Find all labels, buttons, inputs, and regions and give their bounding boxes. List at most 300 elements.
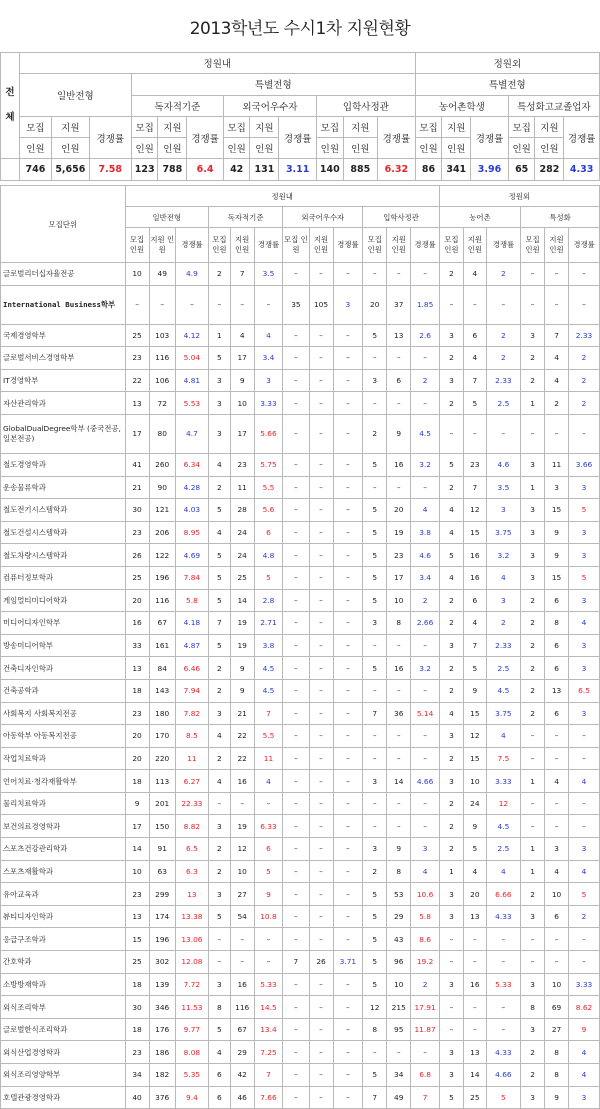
ratio-cell: 17.91 (411, 996, 440, 1019)
detail-ratio-header: 경쟁률 (175, 228, 208, 263)
detail-quota-header: 모집 인원 (439, 228, 463, 263)
ratio-cell: 5 (254, 860, 283, 883)
quota-cell: 5 (363, 883, 387, 906)
summary-value: 86 (415, 159, 442, 180)
applied-cell: 7 (463, 476, 486, 499)
applied-cell: – (309, 369, 333, 392)
applied-cell: 46 (230, 1086, 254, 1109)
ratio-cell: – (333, 612, 363, 635)
quota-cell: 3 (521, 544, 545, 567)
ratio-cell: 7.72 (175, 973, 208, 996)
quota-cell: 5 (208, 347, 230, 370)
quota-cell: – (439, 285, 463, 324)
ratio-cell: 3.4 (411, 566, 440, 589)
dept-name: IT경영학부 (1, 369, 126, 392)
quota-cell: 3 (208, 815, 230, 838)
quota-cell: – (208, 951, 230, 974)
quota-cell: 1 (439, 860, 463, 883)
ratio-cell: – (569, 414, 600, 453)
ratio-cell: 22.33 (175, 792, 208, 815)
ratio-cell: 2 (486, 324, 520, 347)
applied-cell: – (309, 679, 333, 702)
dept-name: 방송미디어학부 (1, 634, 126, 657)
quota-cell: – (521, 263, 545, 286)
applied-cell: 10 (463, 770, 486, 793)
quota-cell: – (283, 589, 309, 612)
ratio-cell: 4 (486, 725, 520, 748)
quota-cell: 2 (439, 657, 463, 680)
ratio-cell: – (569, 951, 600, 974)
applied-cell: 122 (149, 544, 175, 567)
quota-cell: 3 (363, 612, 387, 635)
ratio-cell: 2 (486, 347, 520, 370)
table-row (1, 792, 600, 815)
applied-cell: 6 (545, 702, 569, 725)
applied-cell: 220 (149, 747, 175, 770)
table-row (1, 414, 600, 453)
summary-quota-header: 모집 (223, 116, 250, 137)
ratio-cell: 4 (569, 770, 600, 793)
summary-value: 3.11 (279, 159, 317, 180)
dept-name: 운송물류학과 (1, 476, 126, 499)
applied-cell: 6 (463, 589, 486, 612)
applied-cell: – (545, 747, 569, 770)
applied-cell: – (309, 612, 333, 635)
ratio-cell: 9.77 (175, 1018, 208, 1041)
summary-quota-header: 모집 (317, 116, 344, 137)
ratio-cell: 19.2 (411, 951, 440, 974)
applied-cell: 15 (545, 566, 569, 589)
ratio-cell: 9 (569, 1018, 600, 1041)
applied-cell: 10 (230, 392, 254, 415)
ratio-cell: – (486, 928, 520, 951)
quota-cell: – (283, 369, 309, 392)
summary-cat-vocational: 특성화고교졸업자 (508, 95, 599, 116)
detail-cat-foreign: 외국어우수자 (283, 207, 363, 228)
quota-cell: 2 (439, 392, 463, 415)
applied-cell: 7 (463, 634, 486, 657)
applied-cell: 10 (387, 589, 411, 612)
applied-cell: 10 (545, 883, 569, 906)
applied-cell: 9 (463, 815, 486, 838)
ratio-cell: – (333, 1041, 363, 1064)
applied-cell: – (309, 928, 333, 951)
applied-cell: 67 (230, 1018, 254, 1041)
ratio-cell: – (411, 634, 440, 657)
applied-cell: 16 (463, 973, 486, 996)
summary-applied-header: 인원 (343, 138, 377, 159)
detail-cat-vocational: 특성화 (521, 207, 600, 228)
table-row (1, 369, 600, 392)
dept-name: 호텔관광경영학과 (1, 1086, 126, 1109)
ratio-cell: 4.33 (486, 1041, 520, 1064)
summary-special-header: 특별전형 (131, 74, 415, 95)
applied-cell: 96 (387, 951, 411, 974)
ratio-cell: – (569, 263, 600, 286)
applied-cell: 3 (545, 476, 569, 499)
ratio-cell: – (333, 973, 363, 996)
ratio-cell: 4.5 (411, 414, 440, 453)
quota-cell: – (439, 996, 463, 1019)
quota-cell: 13 (125, 657, 149, 680)
applied-cell: – (309, 476, 333, 499)
summary-quota-header: 인원 (317, 138, 344, 159)
summary-applied-header: 지원 (343, 116, 377, 137)
ratio-cell: – (569, 285, 600, 324)
quota-cell: 22 (125, 369, 149, 392)
ratio-cell: – (333, 657, 363, 680)
summary-general-header: 일반전형 (19, 74, 131, 117)
ratio-cell: – (569, 747, 600, 770)
applied-cell: 139 (149, 973, 175, 996)
table-row (1, 392, 600, 415)
applied-cell: – (387, 634, 411, 657)
detail-applied-header: 지원 인원 (387, 228, 411, 263)
dept-name: 글로벌한식조리학과 (1, 1018, 126, 1041)
applied-cell: – (309, 392, 333, 415)
ratio-cell: 6.66 (486, 883, 520, 906)
applied-cell: – (309, 838, 333, 861)
quota-cell: 5 (363, 1064, 387, 1087)
ratio-cell: 14.5 (254, 996, 283, 1019)
ratio-cell: 5.8 (411, 905, 440, 928)
ratio-cell: 13.06 (175, 928, 208, 951)
quota-cell: 9 (125, 792, 149, 815)
ratio-cell: 2.5 (486, 392, 520, 415)
applied-cell: 17 (230, 347, 254, 370)
applied-cell: – (309, 324, 333, 347)
quota-cell: 8 (521, 996, 545, 1019)
dept-name: 철도차량시스템학과 (1, 544, 126, 567)
quota-cell: 25 (125, 324, 149, 347)
quota-cell: 20 (363, 285, 387, 324)
quota-cell: 1 (521, 770, 545, 793)
table-row (1, 996, 600, 1019)
quota-cell: 3 (439, 725, 463, 748)
summary-blank (1, 159, 20, 180)
quota-cell: 20 (125, 725, 149, 748)
detail-general-header: 일반전형 (125, 207, 208, 228)
summary-value: 3.96 (471, 159, 509, 180)
quota-cell: 3 (521, 973, 545, 996)
ratio-cell: 4.8 (254, 544, 283, 567)
detail-ratio-header: 경쟁률 (254, 228, 283, 263)
quota-cell: – (283, 702, 309, 725)
applied-cell: 16 (387, 657, 411, 680)
applied-cell: 12 (463, 725, 486, 748)
quota-cell: 3 (521, 905, 545, 928)
table-row (1, 702, 600, 725)
applied-cell: 8 (545, 1064, 569, 1087)
quota-cell: 5 (439, 544, 463, 567)
table-row (1, 838, 600, 861)
quota-cell: 1 (521, 392, 545, 415)
applied-cell: – (309, 973, 333, 996)
quota-cell: 2 (439, 263, 463, 286)
applied-cell: 186 (149, 1041, 175, 1064)
quota-cell: 12 (363, 996, 387, 1019)
ratio-cell: 3 (486, 499, 520, 522)
quota-cell: 4 (208, 770, 230, 793)
page-title: 2013학년도 수시1차 지원현황 (189, 19, 411, 39)
applied-cell: 10 (230, 860, 254, 883)
summary-quota-header: 모집 (508, 116, 535, 137)
ratio-cell: 3 (569, 702, 600, 725)
dept-name: 컴퓨터정보학과 (1, 566, 126, 589)
applied-cell: – (309, 702, 333, 725)
quota-cell: 4 (208, 1041, 230, 1064)
applied-cell: 67 (149, 612, 175, 635)
quota-cell: 18 (125, 973, 149, 996)
applied-cell: 23 (463, 453, 486, 476)
applied-cell: 19 (230, 612, 254, 635)
quota-cell: – (283, 996, 309, 1019)
ratio-cell: 12.08 (175, 951, 208, 974)
applied-cell: 9 (387, 838, 411, 861)
ratio-cell: 4.03 (175, 499, 208, 522)
applied-cell: – (309, 725, 333, 748)
quota-cell: – (283, 634, 309, 657)
table-row (1, 815, 600, 838)
ratio-cell: – (569, 815, 600, 838)
applied-cell: – (309, 996, 333, 1019)
detail-cat-independent: 독자적기준 (208, 207, 282, 228)
applied-cell: 113 (149, 770, 175, 793)
applied-cell: 22 (230, 747, 254, 770)
applied-cell: 95 (387, 1018, 411, 1041)
summary-applied-header: 지원 (52, 116, 90, 137)
summary-quota-header: 인원 (508, 138, 535, 159)
ratio-cell: – (333, 838, 363, 861)
ratio-cell: 2 (569, 369, 600, 392)
table-row (1, 499, 600, 522)
summary-applied-header: 인원 (250, 138, 279, 159)
summary-value: 6.32 (378, 159, 416, 180)
ratio-cell: 4.18 (175, 612, 208, 635)
applied-cell: 8 (387, 860, 411, 883)
quota-cell: 3 (208, 973, 230, 996)
quota-cell: – (521, 928, 545, 951)
applied-cell: – (545, 951, 569, 974)
ratio-cell: 4 (569, 860, 600, 883)
quota-cell: 16 (125, 612, 149, 635)
ratio-cell: 4.5 (486, 679, 520, 702)
ratio-cell: 2 (569, 392, 600, 415)
summary-ratio-header: 경쟁률 (89, 116, 131, 159)
applied-cell: – (230, 285, 254, 324)
ratio-cell: 3 (254, 369, 283, 392)
dept-name: 외식조리영양학부 (1, 1064, 126, 1087)
ratio-cell: 4.7 (175, 414, 208, 453)
applied-cell: – (545, 928, 569, 951)
quota-cell: 3 (439, 1064, 463, 1087)
ratio-cell: 5.5 (254, 725, 283, 748)
quota-cell: – (283, 1086, 309, 1109)
ratio-cell: – (333, 263, 363, 286)
quota-cell: – (439, 928, 463, 951)
quota-cell: 40 (125, 1086, 149, 1109)
quota-cell: 23 (125, 1041, 149, 1064)
detail-quota-header: 모집 인원 (208, 228, 230, 263)
quota-cell: – (363, 725, 387, 748)
ratio-cell: 10.6 (411, 883, 440, 906)
ratio-cell: 5.04 (175, 347, 208, 370)
quota-cell: 3 (439, 905, 463, 928)
applied-cell: 196 (149, 928, 175, 951)
applied-cell: – (230, 928, 254, 951)
applied-cell: 6 (463, 324, 486, 347)
quota-cell: 2 (439, 347, 463, 370)
quota-cell: 2 (208, 657, 230, 680)
table-row (1, 566, 600, 589)
ratio-cell: 4.5 (254, 679, 283, 702)
dept-name: GlobalDualDegree학부 (중국전공, 일본전공) (1, 414, 126, 453)
ratio-cell: 3 (569, 1086, 600, 1109)
applied-cell: – (309, 414, 333, 453)
quota-cell: – (363, 1041, 387, 1064)
ratio-cell: – (486, 414, 520, 453)
quota-cell: 4 (439, 566, 463, 589)
dept-name: 스포츠건강관리학과 (1, 838, 126, 861)
ratio-cell: 7 (254, 702, 283, 725)
ratio-cell: – (411, 792, 440, 815)
summary-value: 131 (250, 159, 279, 180)
applied-cell: 17 (387, 566, 411, 589)
ratio-cell: 6.5 (569, 679, 600, 702)
quota-cell: 5 (363, 453, 387, 476)
ratio-cell: – (411, 747, 440, 770)
summary-cat-independent: 독자적기준 (131, 95, 223, 116)
detail-quota-header: 모집 인원 (125, 228, 149, 263)
summary-cat-foreign: 외국어우수자 (223, 95, 316, 116)
quota-cell: 3 (439, 770, 463, 793)
quota-cell: 5 (439, 1086, 463, 1109)
ratio-cell: 3.8 (411, 521, 440, 544)
dept-name: 외식조리학부 (1, 996, 126, 1019)
applied-cell: 4 (463, 612, 486, 635)
applied-cell: – (463, 1018, 486, 1041)
ratio-cell: 11.87 (411, 1018, 440, 1041)
quota-cell: 3 (439, 1041, 463, 1064)
ratio-cell: 5.14 (411, 702, 440, 725)
table-row (1, 1086, 600, 1109)
quota-cell: 7 (283, 951, 309, 974)
quota-cell: 2 (208, 860, 230, 883)
quota-cell: 2 (208, 476, 230, 499)
ratio-cell: 5 (569, 883, 600, 906)
quota-cell: 3 (521, 1018, 545, 1041)
quota-cell: 5 (363, 499, 387, 522)
summary-value: 885 (343, 159, 377, 180)
applied-cell: 9 (545, 544, 569, 567)
ratio-cell: – (254, 951, 283, 974)
applied-cell: 4 (545, 770, 569, 793)
summary-quota-header: 인원 (415, 138, 442, 159)
applied-cell: 5 (463, 392, 486, 415)
applied-cell: – (387, 347, 411, 370)
ratio-cell: 5.6 (254, 499, 283, 522)
applied-cell: – (387, 792, 411, 815)
quota-cell: – (283, 883, 309, 906)
applied-cell: 37 (387, 285, 411, 324)
quota-cell: 7 (363, 702, 387, 725)
ratio-cell: – (486, 951, 520, 974)
applied-cell: 54 (230, 905, 254, 928)
table-row (1, 770, 600, 793)
ratio-cell: 5.75 (254, 453, 283, 476)
applied-cell: 69 (545, 996, 569, 1019)
dept-name: 뷰티디자인학과 (1, 905, 126, 928)
ratio-cell: 4.12 (175, 324, 208, 347)
applied-cell: 170 (149, 725, 175, 748)
ratio-cell: – (333, 747, 363, 770)
detail-quota-header: 모집 인원 (283, 228, 309, 263)
summary-value: 140 (317, 159, 344, 180)
applied-cell: 12 (230, 838, 254, 861)
applied-cell: 116 (149, 347, 175, 370)
ratio-cell: 5.33 (254, 973, 283, 996)
summary-applied-header: 인원 (52, 138, 90, 159)
quota-cell: 2 (521, 702, 545, 725)
ratio-cell: 4 (569, 1064, 600, 1087)
quota-cell: 33 (125, 634, 149, 657)
applied-cell: 121 (149, 499, 175, 522)
applied-cell: 9 (387, 414, 411, 453)
applied-cell: 116 (149, 589, 175, 612)
ratio-cell: 4 (569, 612, 600, 635)
dept-name: 스포츠재활학과 (1, 860, 126, 883)
quota-cell: 35 (283, 285, 309, 324)
quota-cell: – (208, 792, 230, 815)
ratio-cell: 3 (569, 838, 600, 861)
detail-outside-header: 정원외 (439, 186, 599, 207)
applied-cell: 25 (230, 566, 254, 589)
ratio-cell: – (486, 285, 520, 324)
quota-cell: – (363, 263, 387, 286)
ratio-cell: 4.81 (175, 369, 208, 392)
table-row (1, 951, 600, 974)
quota-cell: 6 (208, 1064, 230, 1087)
quota-cell: – (283, 453, 309, 476)
ratio-cell: 4.6 (411, 544, 440, 567)
quota-cell: – (283, 792, 309, 815)
ratio-cell: – (333, 905, 363, 928)
summary-value: 4.33 (564, 159, 600, 180)
applied-cell: – (309, 634, 333, 657)
applied-cell: 29 (387, 905, 411, 928)
quota-cell: – (363, 815, 387, 838)
summary-quota-header: 인원 (19, 138, 51, 159)
dept-name: 게임멀티미디어학과 (1, 589, 126, 612)
dept-name: 사회복지 사회복지전공 (1, 702, 126, 725)
detail-cat-admission-officer: 입학사정관 (363, 207, 440, 228)
ratio-cell: 6 (254, 521, 283, 544)
applied-cell: 16 (463, 566, 486, 589)
ratio-cell: 3.33 (254, 392, 283, 415)
quota-cell: 3 (521, 324, 545, 347)
ratio-cell: 2.6 (411, 324, 440, 347)
quota-cell: 2 (363, 860, 387, 883)
detail-ratio-header: 경쟁률 (333, 228, 363, 263)
summary-value: 65 (508, 159, 535, 180)
applied-cell: – (230, 951, 254, 974)
ratio-cell: – (333, 928, 363, 951)
ratio-cell: 2 (411, 589, 440, 612)
applied-cell: 180 (149, 702, 175, 725)
table-row (1, 263, 600, 286)
dept-name: 언어치료·청각재활학부 (1, 770, 126, 793)
quota-cell: 30 (125, 996, 149, 1019)
